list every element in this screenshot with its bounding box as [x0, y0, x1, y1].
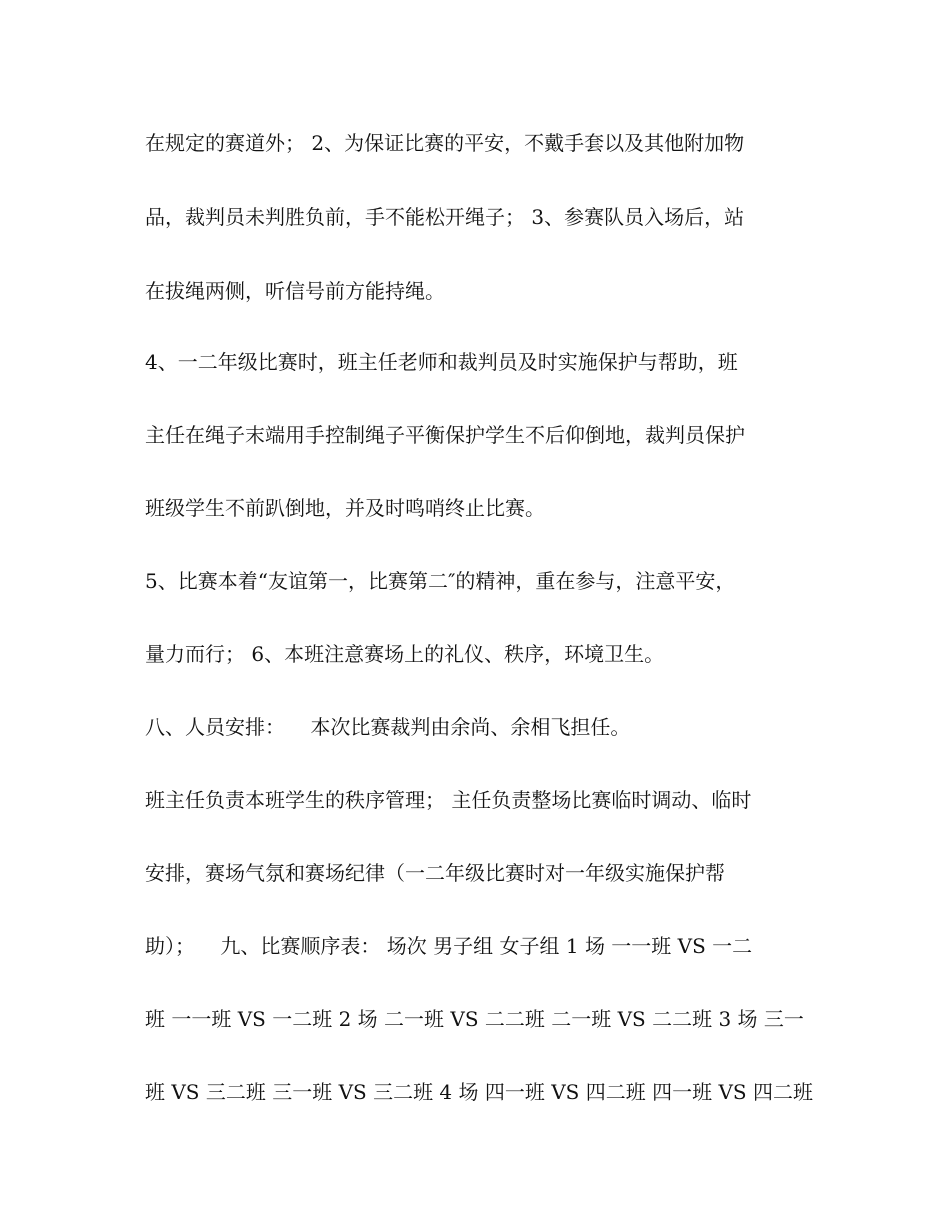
text-line-12: 助）； 九、比赛顺序表： 场次 男子组 女子组 1 场 一一班 VS 一二 [145, 934, 753, 958]
text-line-3: 在拔绳两侧，听信号前方能持绳。 [145, 279, 445, 303]
text-line-7: 5、比赛本着“友谊第一，比赛第二″的精神，重在参与，注意平安， [145, 569, 736, 593]
text-line-2: 品，裁判员未判胜负前，手不能松开绳子； 3、参赛队员入场后，站 [145, 205, 745, 229]
text-line-6: 班级学生不前趴倒地，并及时鸣哨终止比赛。 [145, 496, 545, 520]
text-line-8: 量力而行； 6、本班注意赛场上的礼仪、秩序，环境卫生。 [145, 642, 665, 666]
text-line-13: 班 一一班 VS 一二班 2 场 二一班 VS 二二班 二一班 VS 二二班 3 场 三一 [145, 1007, 804, 1031]
text-line-11: 安排，赛场气氛和赛场纪律（一二年级比赛时对一年级实施保护帮 [145, 861, 725, 885]
text-line-14: 班 VS 三二班 三一班 VS 三二班 4 场 四一班 VS 四二班 四一班 VS 四二班 [145, 1080, 813, 1104]
text-line-10: 班主任负责本班学生的秩序管理； 主任负责整场比赛临时调动、临时 [145, 788, 752, 812]
text-line-1: 在规定的赛道外； 2、为保证比赛的平安，不戴手套以及其他附加物 [145, 131, 745, 155]
text-line-4: 4、一二年级比赛时，班主任老师和裁判员及时实施保护与帮助，班 [145, 350, 738, 374]
text-line-9: 八、人员安排： 本次比赛裁判由余尚、余相飞担任。 [145, 715, 631, 739]
text-line-5: 主任在绳子末端用手控制绳子平衡保护学生不后仰倒地，裁判员保护 [145, 423, 745, 447]
